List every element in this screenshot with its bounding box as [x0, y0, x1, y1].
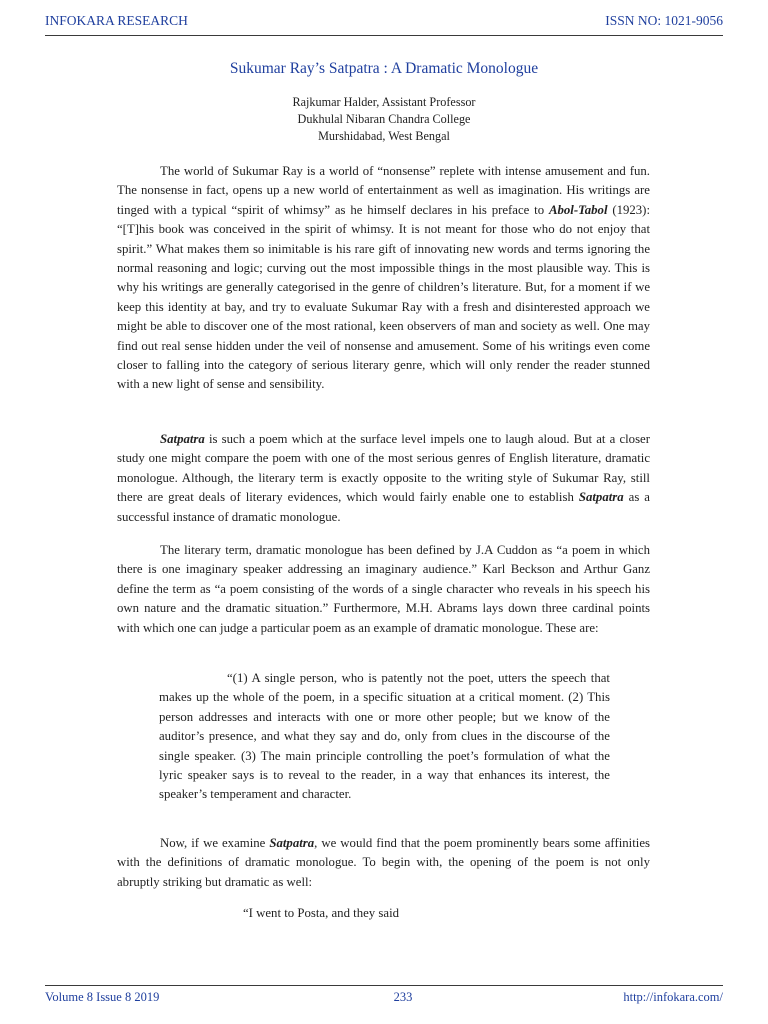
- paragraph-text: , we would find that the poem prominently bears some affinities with the definitions of dramatic monologue. To begin with, the opening of the poem is not only abruptly striking but dramatic as well:: [117, 836, 650, 889]
- work-title: Abol-Tabol: [548, 202, 608, 217]
- journal-name: INFOKARA RESEARCH: [45, 13, 188, 28]
- header-divider: [45, 35, 723, 36]
- author-block: [0, 94, 768, 145]
- paragraph-4: [117, 834, 650, 892]
- work-title: Satpatra: [578, 490, 624, 505]
- author-college: Dukhulal Nibaran Chandra College: [297, 112, 471, 126]
- paragraph-text: as a successful instance of dramatic monologue.: [117, 490, 650, 524]
- paragraph-text: The world of Sukumar Ray is a world of “nonsense” replete with intense amusement and fun. The nonsense in fact, opens up a new world of entertainment as well as imagination. His writings are tinged with a typical “spirit of whimsy” as he himself declares in his preface to: [117, 164, 650, 217]
- paragraph-3: [117, 541, 650, 638]
- paragraph-text: is such a poem which at the surface level impels one to laugh aloud. But at a closer study one might compare the poem with one of the most serious genres of English literature, dramatic monologue. Although, the literary term is exactly opposite to the writing style of Sukumar Ray, still there are great deals of literary evidences, which would fairly enable one to establish: [117, 432, 650, 505]
- block-quote: [159, 669, 610, 805]
- volume-info: Volume 8 Issue 8 2019: [45, 990, 160, 1004]
- page-number: 233: [393, 990, 413, 1004]
- author-location: Murshidabad, West Bengal: [318, 129, 450, 143]
- paragraph-text: Now, if we examine: [160, 836, 270, 850]
- footer-divider: [45, 985, 723, 986]
- work-title: Satpatra: [269, 836, 315, 850]
- issn-number: ISSN NO: 1021-9056: [605, 13, 723, 28]
- page-header: [45, 13, 723, 35]
- paragraph-text: (1923): “[T]his book was conceived in the spirit of whimsy. It is not meant for those who do not enjoy that spirit.” What makes them so inimitable is his rare gift of innovating new words and terms ignoring the normal reasoning and logic; curving out the most impossible things in the most plausible way. This is why his writings are generally categorised in the genre of children’s literature. But, for a moment if we keep this identity at bay, and try to evaluate Sukumar Ray with a fresh and disinterested approach we might be able to discover one of the most rational, keen observers of man and society as well. One may find out real sense hidden under the veil of nonsense and amusement. Some of his writings even come closer to falling into the category of serious literary genre, which will only render the reader stunned with a new light of sense and sensibility.: [117, 202, 650, 392]
- paragraph-text: The literary term, dramatic monologue has been defined by J.A Cuddon as “a poem in which there is one imaginary speaker addressing an imaginary audience.” Karl Beckson and Arthur Ganz define the term as “a poem consisting of the words of a single character who reveals in his speech his own nature and the dramatic situation.” Furthermore, M.H. Abrams lays down three cardinal points with which one can judge a particular poem as an example of dramatic monologue. These are:: [117, 543, 650, 635]
- poem-excerpt: “I went to Posta, and they said: [243, 906, 400, 920]
- quote-text: “(1) A single person, who is patently not the poet, utters the speech that makes up the whole of the poem, in a specific situation at a critical moment. (2) This person addresses and interacts with one or more other people; but we know of the auditor’s presence, and what they say and do, only from clues in the discourse of the single speaker. (3) The main principle controlling the poet’s formulation of what the lyric speaker says is to reveal to the reader, in a way that enhances its interest, the speaker’s temperament and character.: [159, 671, 610, 802]
- journal-url[interactable]: http://infokara.com/: [623, 990, 723, 1004]
- paragraph-2: [117, 430, 650, 527]
- work-title: Satpatra: [160, 432, 205, 446]
- paragraph-1: [117, 162, 650, 395]
- author-name: Rajkumar Halder, Assistant Professor: [292, 95, 476, 109]
- paper-title: Sukumar Ray’s Satpatra : A Dramatic Monologue: [229, 60, 539, 77]
